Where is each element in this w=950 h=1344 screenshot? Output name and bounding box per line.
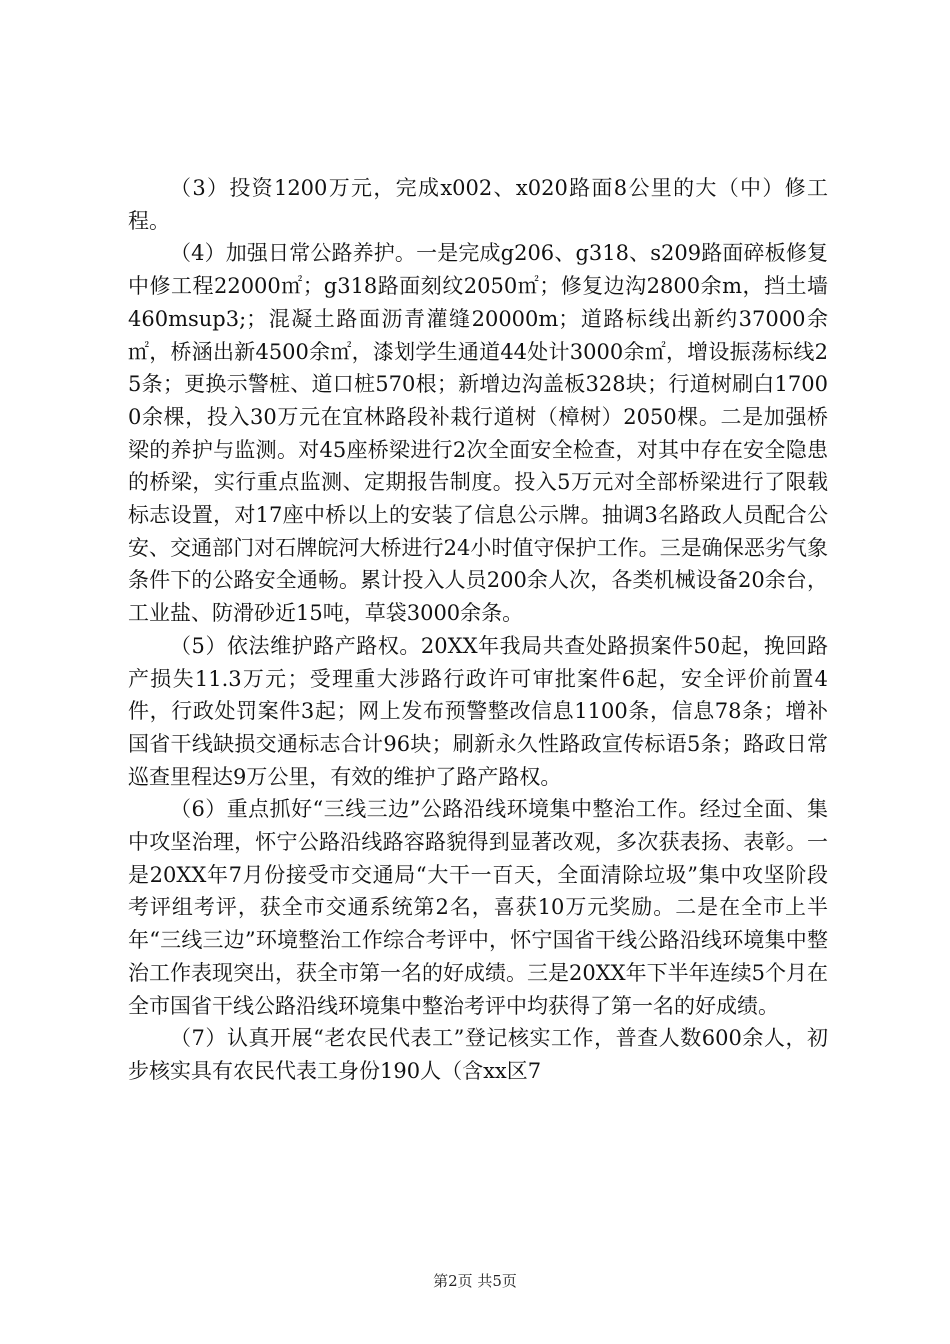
paragraph-item-6: （6）重点抓好“三线三边”公路沿线环境集中整治工作。经过全面、集中攻坚治理，怀宁公路沿线路容路貌得到显著改观，多次获表扬、表彰。一是20XX年7月份接受市交通局“大干一百天，全面清除垃圾”集中攻坚阶段考评组考评，获全市交通系统第2名，喜获10万元奖励。二是在全市上半年“三线三边”环境整治工作综合考评中，怀宁国省干线公路沿线环境集中整治工作表现突出，获全市第一名的好成绩。三是20XX年下半年连续5个月在全市国省干线公路沿线环境集中整治考评中均获得了第一名的好成绩。 xyxy=(128,797,828,1018)
paragraph-item-4: （4）加强日常公路养护。一是完成g206、g318、s209路面碎板修复中修工程22000㎡；g318路面刻纹2050㎡；修复边沟2800余m，挡土墙460msup3;；混凝土路面沥青灌缝20000m；道路标线出新约37000余㎡，桥涵出新4500余㎡，漆划学生通道44处计3000余㎡，增设振荡标线25条；更换示警桩、道口桩570根；新增边沟盖板328块；行道树刷白17000余棵，投入30万元在宜林路段补栽行道树（樟树）2050棵。二是加强桥梁的养护与监测。对45座桥梁进行2次全面安全检查，对其中存在安全隐患的桥梁，实行重点监测、定期报告制度。投入5万元对全部桥梁进行了限载标志设置，对17座中桥以上的安装了信息公示牌。抽调3名路政人员配合公安、交通部门对石牌皖河大桥进行24小时值守保护工作。三是确保恶劣气象条件下的公路安全通畅。累计投入人员200余人次，各类机械设备20余台，工业盐、防滑砂近15吨，草袋3000余条。 xyxy=(128,241,828,626)
page-number-label: 第2页 共5页 xyxy=(433,1272,517,1290)
paragraph-item-7: （7）认真开展“老农民代表工”登记核实工作，普查人数600余人，初步核实具有农民代表工身份190人（含xx区7 xyxy=(128,1026,828,1083)
paragraph-item-5: （5）依法维护路产路权。20XX年我局共查处路损案件50起，挽回路产损失11.3万元；受理重大涉路行政许可审批案件6起，安全评价前置4件，行政处罚案件3起；网上发布预警整改信息1100条，信息78条；增补国省干线缺损交通标志合计96块；刷新永久性路政宣传标语5条；路政日常巡查里程达9万公里，有效的维护了路产路权。 xyxy=(128,633,828,789)
paragraph-item-3: （3）投资1200万元，完成x002、x020路面8公里的大（中）修工程。 xyxy=(128,176,828,233)
page-footer xyxy=(0,1270,950,1292)
document-body xyxy=(128,172,828,1088)
